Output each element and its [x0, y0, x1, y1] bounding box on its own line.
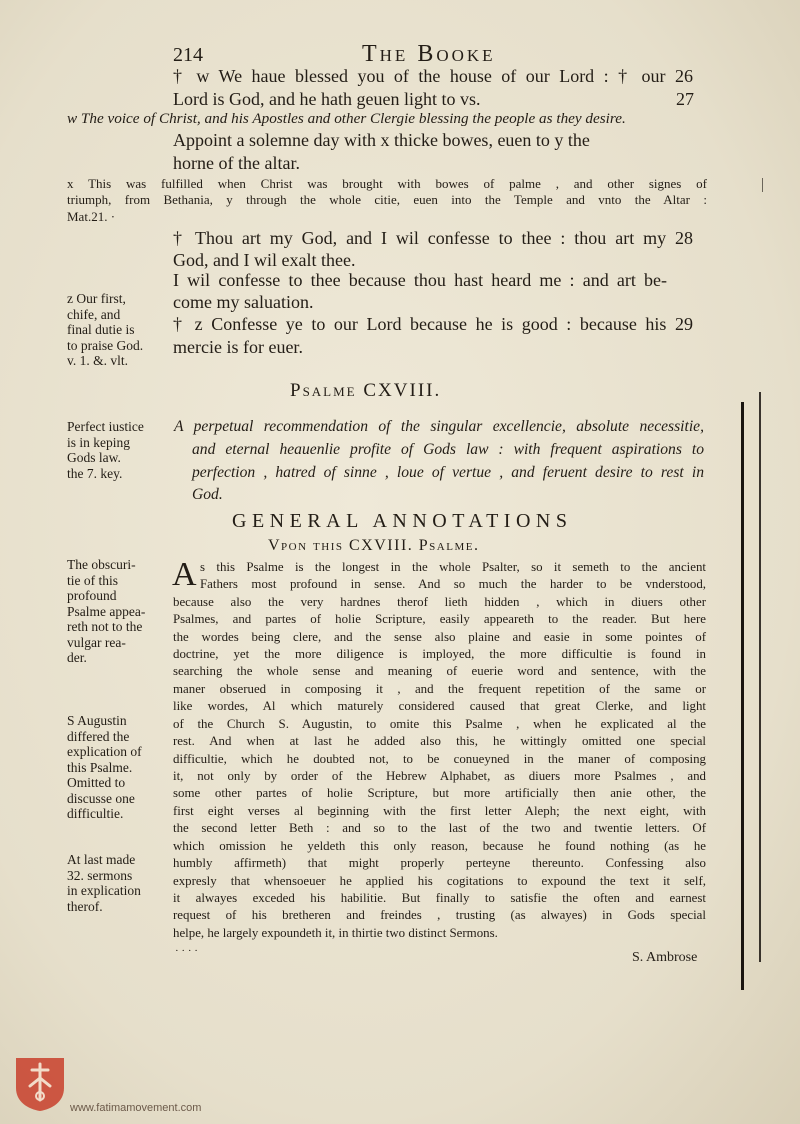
verse-line: come my saluation. — [173, 292, 314, 312]
general-annotations-subtitle: Vpon this CXVIII. Psalme. — [268, 537, 480, 554]
verse-line: Appoint a solemne day with x thicke bowes, euen to y the — [173, 130, 590, 150]
annotation-line: expresly that whensoeuer he applied his cogitations to expound the text it self, — [173, 874, 706, 888]
margin-note-sermons — [67, 852, 141, 914]
annotation-line: doctrine, yet the more diligence is imployed, the more difficultie is found in — [173, 647, 706, 661]
margin-line: S Augustin — [67, 713, 127, 728]
note-x-line: Mat.21. · — [67, 209, 116, 224]
margin-line: The obscuri- — [67, 557, 136, 572]
margin-line: reth not to the — [67, 619, 143, 634]
margin-line: therof. — [67, 898, 103, 914]
margin-line: v. 1. &. vlt. — [67, 353, 129, 368]
drop-cap: A — [172, 556, 197, 593]
annotation-line: which omission he yeldeth this only reason, because he found nothing (as he — [173, 839, 706, 853]
verse-line: † Thou art my God, and I wil confesse to thee : thou art my 28 — [173, 228, 693, 248]
watermark-url: www.fatimamovement.com — [70, 1102, 202, 1114]
psalm-title: Psalme CXVIII. — [290, 380, 442, 401]
margin-line: differed the — [67, 728, 130, 744]
verse-line: horne of the altar. — [173, 153, 300, 173]
annotation-line: maner obserued in composing it , and the frequent repetition of the same or — [173, 682, 706, 696]
binding-rule — [741, 402, 744, 990]
annotation-line: request of his bretheren and freindes , trusting (as alwayes) in Gods special — [173, 908, 706, 922]
annotation-line: difficultie, which he doubted not, to be conueyned in the maner of composing — [173, 752, 706, 766]
annotation-line: of the Church S. Augustin, to omite this Psalme , when he explicated al the — [173, 717, 706, 731]
annotation-line: like wordes, Al which maturely considered caused that great Clerke, and light — [173, 699, 706, 713]
margin-line: in explication — [67, 883, 141, 898]
annotation-line: because also the very hardnes therof lieth hidden , which in diuers other — [173, 595, 706, 609]
verse-line: mercie is for euer. — [173, 337, 303, 357]
verse-line: † z Confesse ye to our Lord because he is good : because his 29 — [173, 314, 693, 334]
margin-line: explication of — [67, 744, 142, 759]
marginal-note-w: w The voice of Christ, and his Apostles and other Clergie blessing the people as they desire. — [67, 110, 626, 127]
binding-rule — [759, 392, 761, 962]
margin-note-z — [67, 291, 143, 369]
argument-line: A perpetual recommendation of the singular excellencie, absolute necessitie, — [174, 418, 704, 435]
annotation-line: helpe, he largely expoundeth it, in thirtie two distinct Sermons. — [173, 926, 498, 940]
note-x-line: x This was fulfilled when Christ was brought with bowes of palme , and other signes of — [67, 176, 707, 191]
annotation-line: searching the whole sense and meaning of euerie word and sentence, with the — [173, 664, 706, 678]
annotation-line: first eight verses al beginning with the first letter Aleph; the next eight, with — [173, 804, 706, 818]
margin-line: Gods law. — [67, 450, 121, 465]
verse-line: I wil confesse to thee because thou hast heard me : and art be- — [173, 270, 667, 290]
margin-line: the 7. key. — [67, 465, 123, 481]
margin-line: 32. sermons — [67, 867, 133, 883]
binding-mark — [762, 178, 763, 192]
margin-note-obscurity — [67, 557, 145, 666]
catchword: S. Ambrose — [632, 950, 698, 965]
annotation-line: the wordes being clere, and the sense also plaine and easie in some pointes of — [173, 630, 706, 644]
verse-number: 27 — [676, 89, 694, 109]
annotation-line: Psalmes, and partes of holie Scripture, easily appeareth to the reader. But here — [173, 612, 706, 626]
margin-line: Omitted to — [67, 775, 126, 790]
general-annotations-title: GENERAL ANNOTATIONS — [232, 510, 573, 532]
running-title: The Booke — [362, 41, 496, 67]
annotation-line: some other partes of holie Scripture, but more artificially then anie other, the — [173, 786, 706, 800]
annotation-line: s this Psalme is the longest in the whole Psalter, so it semeth to the ancient — [200, 560, 706, 574]
margin-line: discusse one — [67, 790, 135, 806]
margin-line: tie of this — [67, 572, 118, 588]
annotation-line: Fathers most profound in sense. And so much the harder to be vnderstood, — [200, 577, 706, 591]
verse-line: God, and I wil exalt thee. — [173, 250, 356, 270]
annotation-line: humbly affirmeth) that might properly perteyne thereunto. Confessing also — [173, 856, 706, 870]
margin-line: z Our first, — [67, 291, 126, 306]
margin-line: vulgar rea- — [67, 634, 126, 650]
annotation-line: rest. And when at last he added also this, he wittingly omitted one special — [173, 734, 706, 748]
annotation-line: it alwayes exceded his habilitie. But finally to satisfie the often and earnest — [173, 891, 706, 905]
catchword-dots: · · · · — [175, 945, 198, 957]
margin-line: der. — [67, 650, 87, 665]
margin-line: this Psalme. — [67, 759, 133, 775]
margin-line: final dutie is — [67, 322, 135, 337]
verse-line: † w We haue blessed you of the house of our Lord : † our 26 — [173, 66, 693, 86]
margin-line: Perfect iustice — [67, 419, 144, 434]
argument-line: perfection , hatred of sinne , loue of vertue , and feruent desire to rest in — [192, 464, 704, 481]
annotation-line: it, not only by order of the Hebrew Alphabet, as diuers more Psalmes , and — [173, 769, 706, 783]
margin-note-justice — [67, 419, 144, 481]
argument-line: and eternal heauenlie profite of Gods law : with frequent aspirations to — [192, 441, 704, 458]
argument-line: God. — [192, 486, 223, 503]
margin-line: difficultie. — [67, 806, 124, 821]
margin-line: to praise God. — [67, 337, 144, 353]
margin-line: Psalme appea- — [67, 603, 146, 619]
margin-line: At last made — [67, 852, 136, 867]
margin-line: chife, and — [67, 306, 121, 322]
page-number: 214 — [173, 44, 203, 66]
note-x-line: triumph, from Bethania, y through the whole citie, euen into the Temple and vnto the Altar : — [67, 192, 707, 207]
margin-line: is in keping — [67, 434, 130, 450]
margin-line: profound — [67, 588, 117, 603]
verse-line: Lord is God, and he hath geuen light to vs. — [173, 89, 481, 109]
margin-note-augustin — [67, 713, 142, 822]
annotation-line: the second letter Beth : and so to the last of the two and twentie letters. Of — [173, 821, 706, 835]
fatima-shield-logo-icon — [14, 1056, 66, 1112]
